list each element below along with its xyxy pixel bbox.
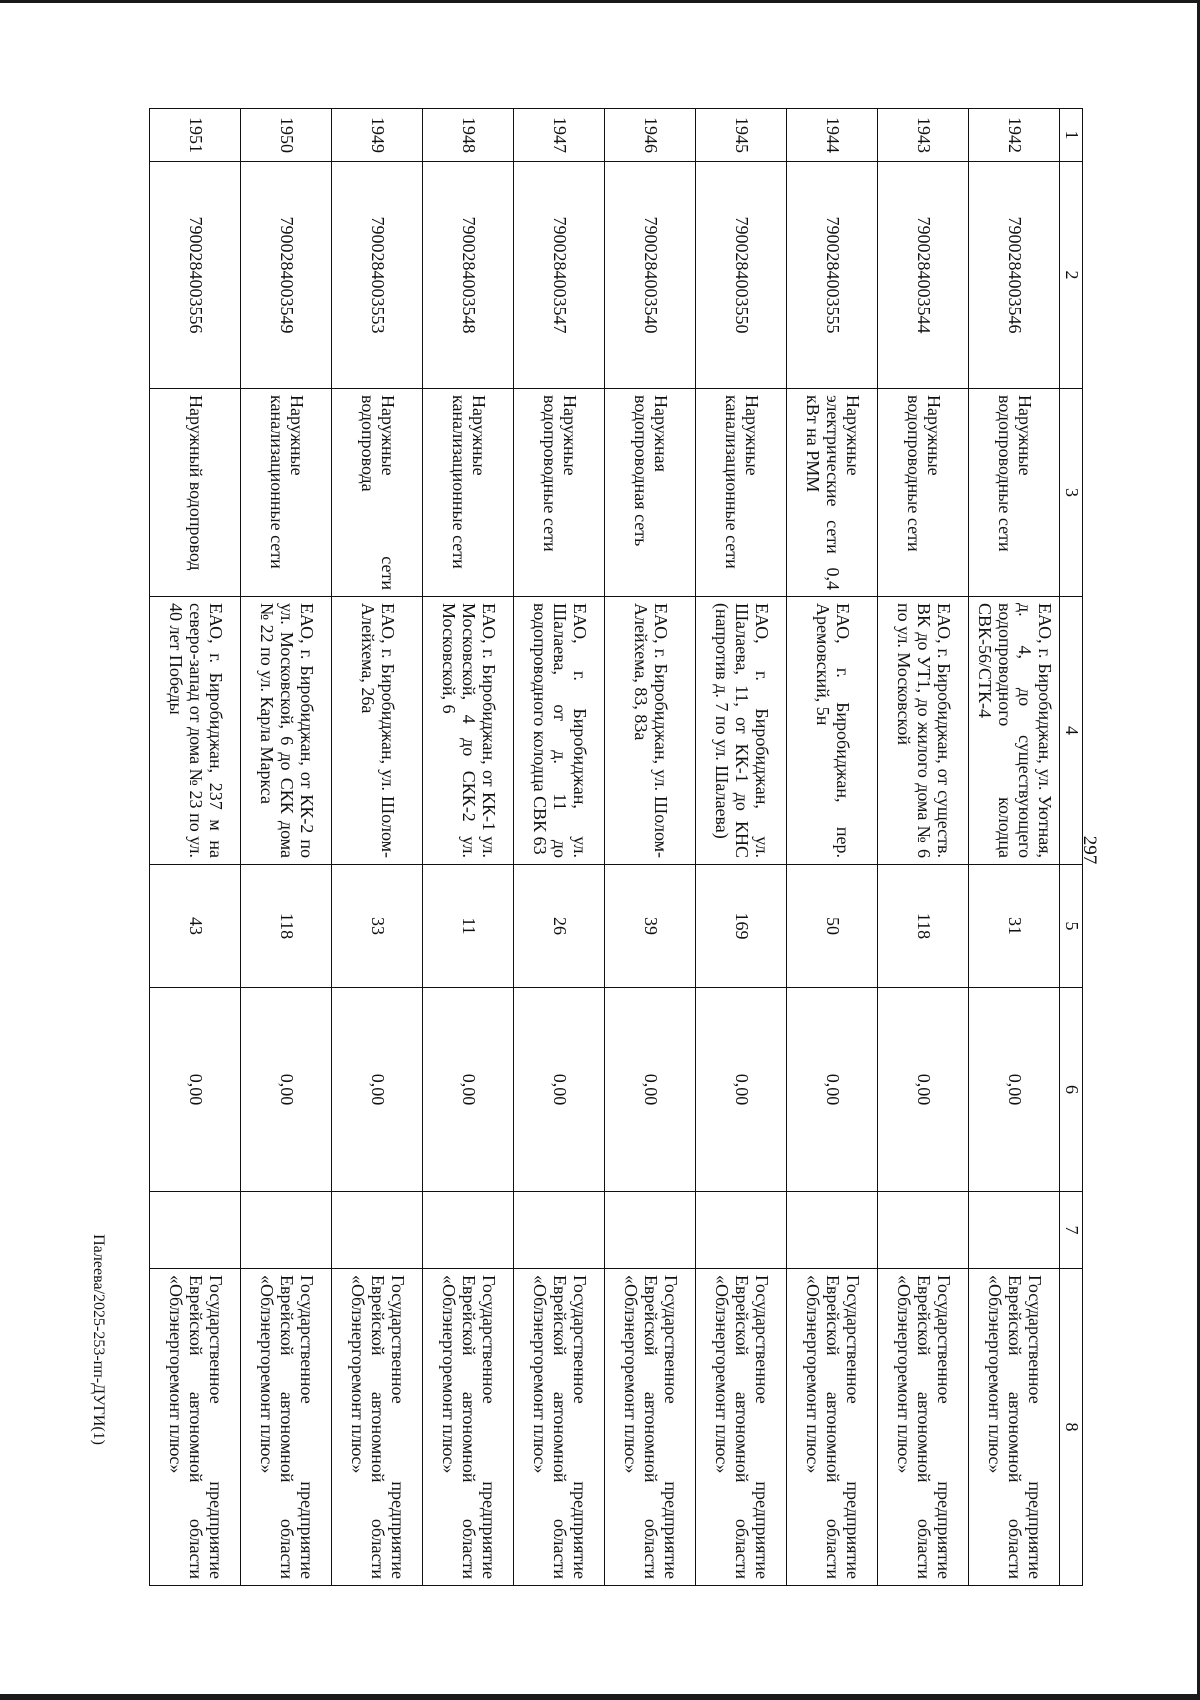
row-number-cell: 1946: [605, 109, 696, 162]
address-cell: ЕАО, г. Биробиджан, ул. Шалаева, 11, от КК-1 до КНС (напротив д. 7 по ул. Шалаева): [696, 597, 787, 865]
object-name-cell: Наружные водопроводные сети: [969, 389, 1060, 597]
object-name-cell: Наружный водопровод: [150, 389, 241, 597]
registry-code-cell: 7900284003555: [787, 162, 878, 389]
owner-cell: Государственное предприятие Еврейской автономной области «Облэнергоремонт плюс»: [605, 1269, 696, 1586]
address-cell: ЕАО, г. Биробиджан, от КК-1 ул. Московской, 4 до СКК-2 ул. Московской, 6: [423, 597, 514, 865]
registry-code-cell: 7900284003544: [878, 162, 969, 389]
row-number-cell: 1943: [878, 109, 969, 162]
registry-code-cell: 7900284003548: [423, 162, 514, 389]
owner-cell: Государственное предприятие Еврейской автономной области «Облэнергоремонт плюс»: [241, 1269, 332, 1586]
registry-code-cell: 7900284003556: [150, 162, 241, 389]
row-number-cell: 1951: [150, 109, 241, 162]
empty-cell: [241, 1192, 332, 1269]
registry-code-cell: 7900284003550: [696, 162, 787, 389]
empty-cell: [332, 1192, 423, 1269]
column-header: 4: [1060, 597, 1083, 865]
table-row: [787, 109, 878, 1586]
owner-cell: Государственное предприятие Еврейской автономной области «Облэнергоремонт плюс»: [878, 1269, 969, 1586]
empty-cell: [969, 1192, 1060, 1269]
table-row: [878, 109, 969, 1586]
document-footer-code: Палеева/2025-253-пп-ДУГИ(1): [90, 1234, 107, 1445]
row-number-cell: 1944: [787, 109, 878, 162]
registry-code-cell: 7900284003546: [969, 162, 1060, 389]
column-header: 7: [1060, 1192, 1083, 1269]
length-cell: 50: [787, 865, 878, 988]
registry-code-cell: 7900284003553: [332, 162, 423, 389]
address-cell: ЕАО, г. Биробиджан, от существ. ВК до УТ1, до жилого дома № 6 по ул. Московской: [878, 597, 969, 865]
length-cell: 118: [241, 865, 332, 988]
value-cell: 0,00: [514, 988, 605, 1192]
registry-code-cell: 7900284003547: [514, 162, 605, 389]
column-header: 6: [1060, 988, 1083, 1192]
address-cell: ЕАО, г. Биробиджан, ул. Шолом-Алейхема, 26а: [332, 597, 423, 865]
table-row: [605, 109, 696, 1586]
object-name-cell: Наружные канализационные сети: [241, 389, 332, 597]
row-number-cell: 1947: [514, 109, 605, 162]
address-cell: ЕАО, г. Биробиджан, от КК-2 по ул. Московской, 6 до СКК дома № 22 по ул. Карла Маркса: [241, 597, 332, 865]
length-cell: 33: [332, 865, 423, 988]
owner-cell: Государственное предприятие Еврейской автономной области «Облэнергоремонт плюс»: [696, 1269, 787, 1586]
value-cell: 0,00: [605, 988, 696, 1192]
row-number-cell: 1950: [241, 109, 332, 162]
table-row: [969, 109, 1060, 1586]
owner-cell: Государственное предприятие Еврейской автономной области «Облэнергоремонт плюс»: [969, 1269, 1060, 1586]
length-cell: 43: [150, 865, 241, 988]
value-cell: 0,00: [969, 988, 1060, 1192]
column-header: 3: [1060, 389, 1083, 597]
table-row: [332, 109, 423, 1586]
owner-cell: Государственное предприятие Еврейской автономной области «Облэнергоремонт плюс»: [423, 1269, 514, 1586]
empty-cell: [696, 1192, 787, 1269]
row-number-cell: 1942: [969, 109, 1060, 162]
column-header: 1: [1060, 109, 1083, 162]
page-number: 297: [1079, 835, 1100, 865]
table-row: [241, 109, 332, 1586]
object-name-cell: Наружные водопроводные сети: [514, 389, 605, 597]
column-header: 2: [1060, 162, 1083, 389]
empty-cell: [878, 1192, 969, 1269]
length-cell: 39: [605, 865, 696, 988]
address-cell: ЕАО, г. Биробиджан, ул. Шолом-Алейхема, 83, 83а: [605, 597, 696, 865]
row-number-cell: 1948: [423, 109, 514, 162]
length-cell: 169: [696, 865, 787, 988]
length-cell: 31: [969, 865, 1060, 988]
value-cell: 0,00: [241, 988, 332, 1192]
length-cell: 118: [878, 865, 969, 988]
empty-cell: [423, 1192, 514, 1269]
value-cell: 0,00: [150, 988, 241, 1192]
address-cell: ЕАО, г. Биробиджан, 237 м на северо-запад от дома № 23 по ул. 40 лет Победы: [150, 597, 241, 865]
length-cell: 11: [423, 865, 514, 988]
header-row: [1060, 109, 1083, 1586]
object-name-cell: Наружная водопроводная сеть: [605, 389, 696, 597]
empty-cell: [514, 1192, 605, 1269]
property-table: [149, 108, 1083, 1586]
address-cell: ЕАО, г. Биробиджан, пер. Аремовский, 5н: [787, 597, 878, 865]
column-header: 5: [1060, 865, 1083, 988]
empty-cell: [605, 1192, 696, 1269]
row-number-cell: 1949: [332, 109, 423, 162]
registry-code-cell: 7900284003540: [605, 162, 696, 389]
address-cell: ЕАО, г. Биробиджан, ул. Шалаева, от д. 11 до водопроводного колодца СВК 63: [514, 597, 605, 865]
table-row: [150, 109, 241, 1586]
value-cell: 0,00: [423, 988, 514, 1192]
value-cell: 0,00: [878, 988, 969, 1192]
object-name-cell: Наружные канализационные сети: [423, 389, 514, 597]
object-name-cell: Наружные канализационные сети: [696, 389, 787, 597]
empty-cell: [150, 1192, 241, 1269]
object-name-cell: Наружные электрические сети 0,4 кВт на РММ: [787, 389, 878, 597]
owner-cell: Государственное предприятие Еврейской автономной области «Облэнергоремонт плюс»: [150, 1269, 241, 1586]
value-cell: 0,00: [696, 988, 787, 1192]
registry-code-cell: 7900284003549: [241, 162, 332, 389]
object-name-cell: Наружные водопроводные сети: [878, 389, 969, 597]
row-number-cell: 1945: [696, 109, 787, 162]
value-cell: 0,00: [787, 988, 878, 1192]
table-row: [696, 109, 787, 1586]
owner-cell: Государственное предприятие Еврейской автономной области «Облэнергоремонт плюс»: [514, 1269, 605, 1586]
object-name-cell: Наружные сети водопровода: [332, 389, 423, 597]
length-cell: 26: [514, 865, 605, 988]
empty-cell: [787, 1192, 878, 1269]
table-row: [423, 109, 514, 1586]
column-header: 8: [1060, 1269, 1083, 1586]
table-row: [514, 109, 605, 1586]
owner-cell: Государственное предприятие Еврейской автономной области «Облэнергоремонт плюс»: [332, 1269, 423, 1586]
owner-cell: Государственное предприятие Еврейской автономной области «Облэнергоремонт плюс»: [787, 1269, 878, 1586]
value-cell: 0,00: [332, 988, 423, 1192]
address-cell: ЕАО, г. Биробиджан, ул. Уютная, д. 4, до существующего водопроводного колодца СВК-56/СТК-4: [969, 597, 1060, 865]
